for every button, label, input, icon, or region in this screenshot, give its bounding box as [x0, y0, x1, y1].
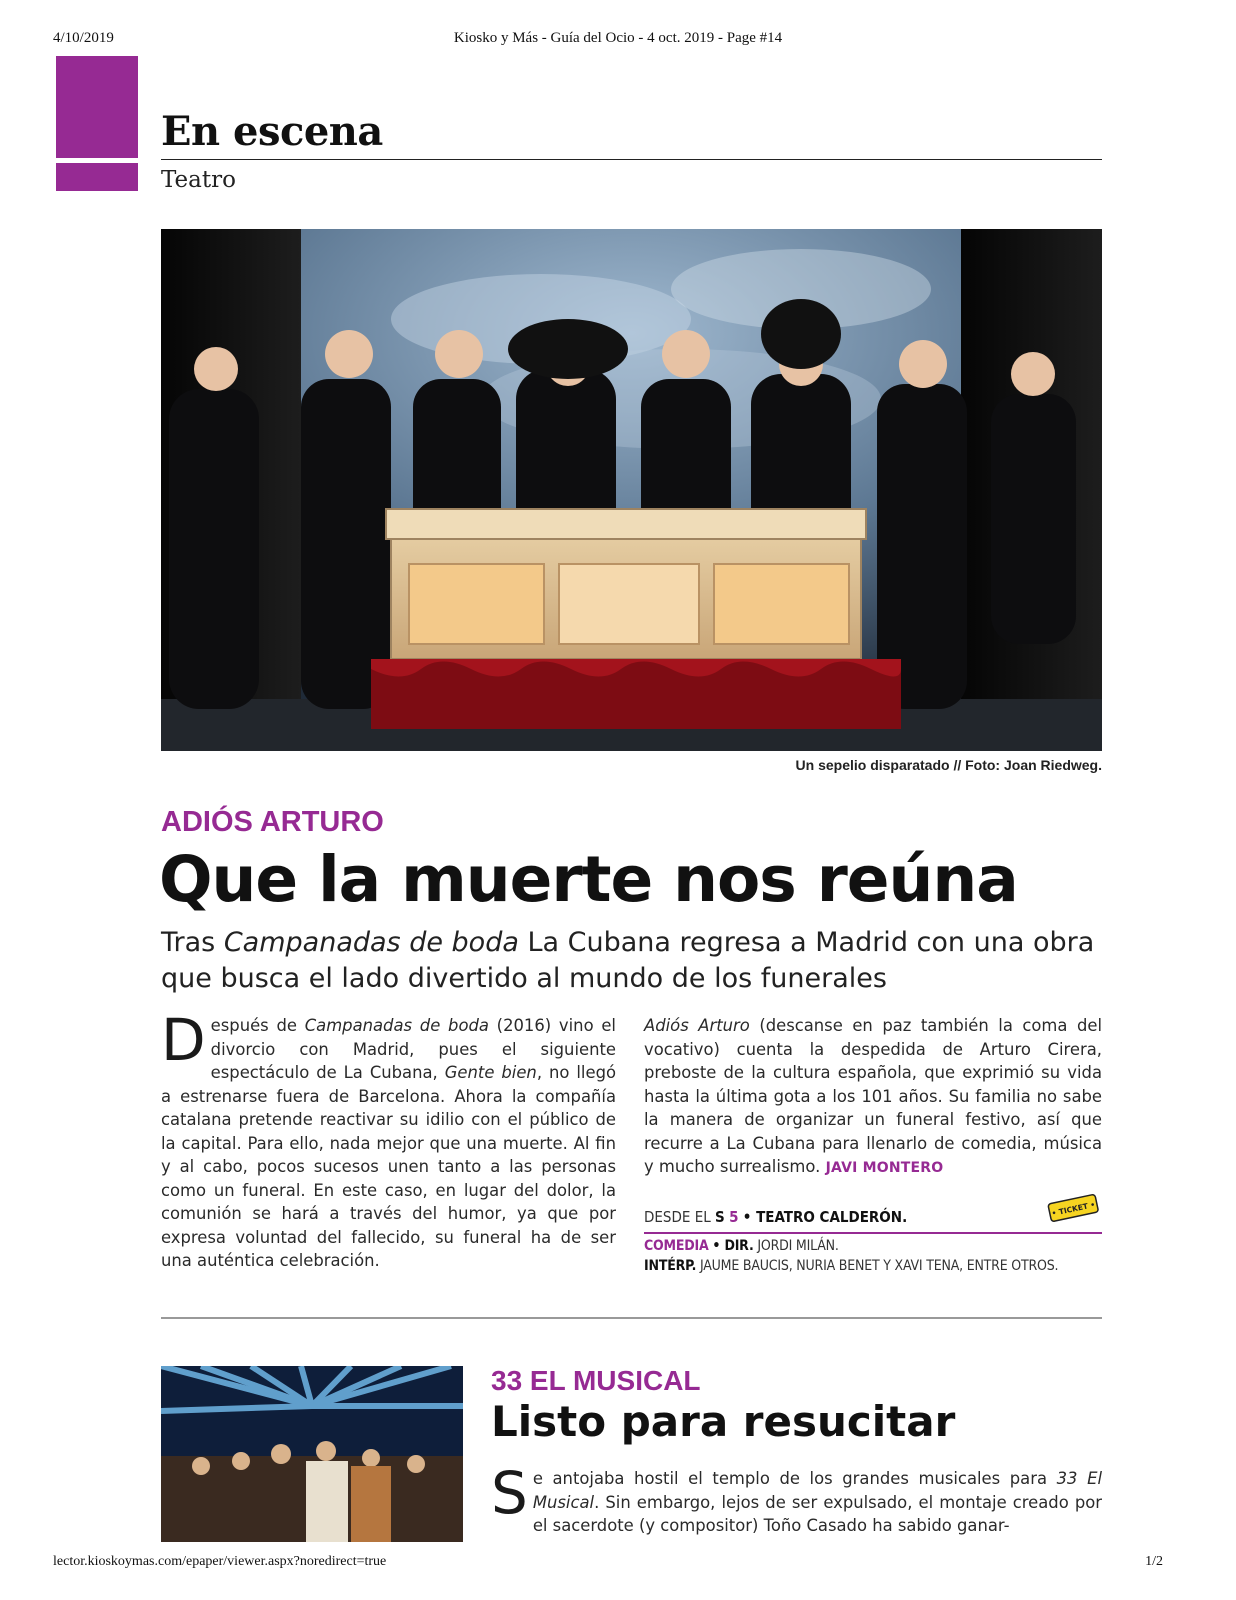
article-deck — [161, 925, 1102, 997]
director-label: • DIR. — [712, 1238, 754, 1254]
body-text: . Sin embargo, lejos de ser expulsado, el montaje creado por el sacerdote (y compositor) Toño Casado ha sabido ganar- — [532, 1492, 1102, 1535]
article-divider — [161, 1317, 1102, 1319]
print-header — [0, 30, 1236, 50]
hero-photo — [161, 229, 1102, 751]
article2-kicker: 33 EL MUSICAL — [491, 1365, 701, 1396]
show-dates-venue — [644, 1208, 1102, 1230]
body-text: (descanse en paz también la coma del vocativo) cuenta la despedida de Arturo Cirera, preboste de la cultura española, que exprimió su vida hasta la última gota a los 101 años. Su familia no sabe la manera de organizar un funeral festivo, así que recurre a La Cubana para llenarlo de comedia, música y mucho surrealismo. — [644, 1016, 1102, 1176]
article-headline: Que la muerte nos reúna — [159, 843, 1018, 916]
deck-italic: Campanadas de boda — [223, 927, 519, 958]
cast: JAUME BAUCIS, NURIA BENET Y XAVI TENA, ENTRE OTROS. — [699, 1258, 1059, 1274]
body-text: espués de — [210, 1016, 305, 1035]
article-kicker: ADIÓS ARTURO — [161, 806, 384, 838]
show-genre-director — [644, 1238, 1102, 1254]
cast-label: INTÉRP. — [644, 1258, 697, 1274]
section-color-block — [56, 56, 138, 158]
drop-cap: D — [161, 1006, 206, 1074]
body-italic: Adiós Arturo — [644, 1016, 750, 1035]
article2-headline: Listo para resucitar — [491, 1397, 956, 1446]
stage-photo-illustration — [161, 229, 1102, 751]
body-italic: Campanadas de boda — [304, 1016, 489, 1035]
byline: JAVI MONTERO — [825, 1160, 944, 1176]
body-text: , no llegó a estrenarse fuera de Barcelona. Ahora la compañía catalana pretende reactivar su idilio con el público de la capital. Para ello, nada mejor que una muerte. Al fin y al cabo, pocos sucesos unen tanto a las personas como un funeral. En este caso, en lugar del dolor, la comunión se hará a través del humor, ya que por expresa voluntad del fallecido, su funeral ha de ser una auténtica celebración. — [161, 1063, 617, 1270]
body-italic: 33 El Musical — [532, 1469, 1102, 1512]
article-column-1 — [161, 1006, 617, 1273]
venue: • TEATRO CALDERÓN. — [742, 1208, 908, 1226]
article-column-2 — [644, 1014, 1102, 1181]
section-subtitle: Teatro — [161, 167, 236, 193]
section-title: En escena — [161, 108, 383, 155]
show-cast — [644, 1258, 1102, 1274]
article2-column — [491, 1459, 1102, 1538]
start-day: S — [715, 1208, 725, 1226]
print-doc-title: Kiosko y Más - Guía del Ocio - 4 oct. 2019 - Page #14 — [453, 30, 783, 46]
body-text: (2016) vino el divorcio con Madrid, pues el siguiente espectáculo de La Cubana, — [210, 1016, 616, 1082]
photo-caption: Un sepelio disparatado // Foto: Joan Riedweg. — [795, 757, 1102, 773]
body-italic: Gente bien — [444, 1063, 537, 1082]
desde-label: DESDE EL — [644, 1208, 711, 1226]
section-rule — [161, 159, 1102, 160]
musical-photo — [161, 1366, 463, 1542]
print-page-number: 1/2 — [1145, 1554, 1163, 1569]
drop-cap: S — [491, 1459, 528, 1527]
body-text: e antojaba hostil el templo de los grandes musicales para — [532, 1469, 1057, 1488]
director: JORDI MILÁN. — [757, 1238, 839, 1254]
start-day-number: 5 — [729, 1208, 739, 1226]
musical-photo-illustration — [161, 1366, 463, 1542]
print-date: 4/10/2019 — [53, 30, 114, 46]
genre: COMEDIA — [644, 1238, 709, 1254]
deck-text: Tras — [161, 927, 224, 958]
show-info-box — [644, 1199, 1102, 1274]
deck-text-end: La Cubana regresa a Madrid con una obra que busca el lado divertido al mundo de los funerales — [161, 927, 1095, 994]
info-rule — [644, 1232, 1102, 1234]
ticket-icon — [1046, 1192, 1100, 1222]
section-color-block-small — [56, 163, 138, 191]
ticket-label: • TICKET • — [1050, 1199, 1097, 1218]
print-footer — [0, 1554, 1236, 1574]
print-url: lector.kioskoymas.com/epaper/viewer.aspx?noredirect=true — [53, 1554, 387, 1569]
